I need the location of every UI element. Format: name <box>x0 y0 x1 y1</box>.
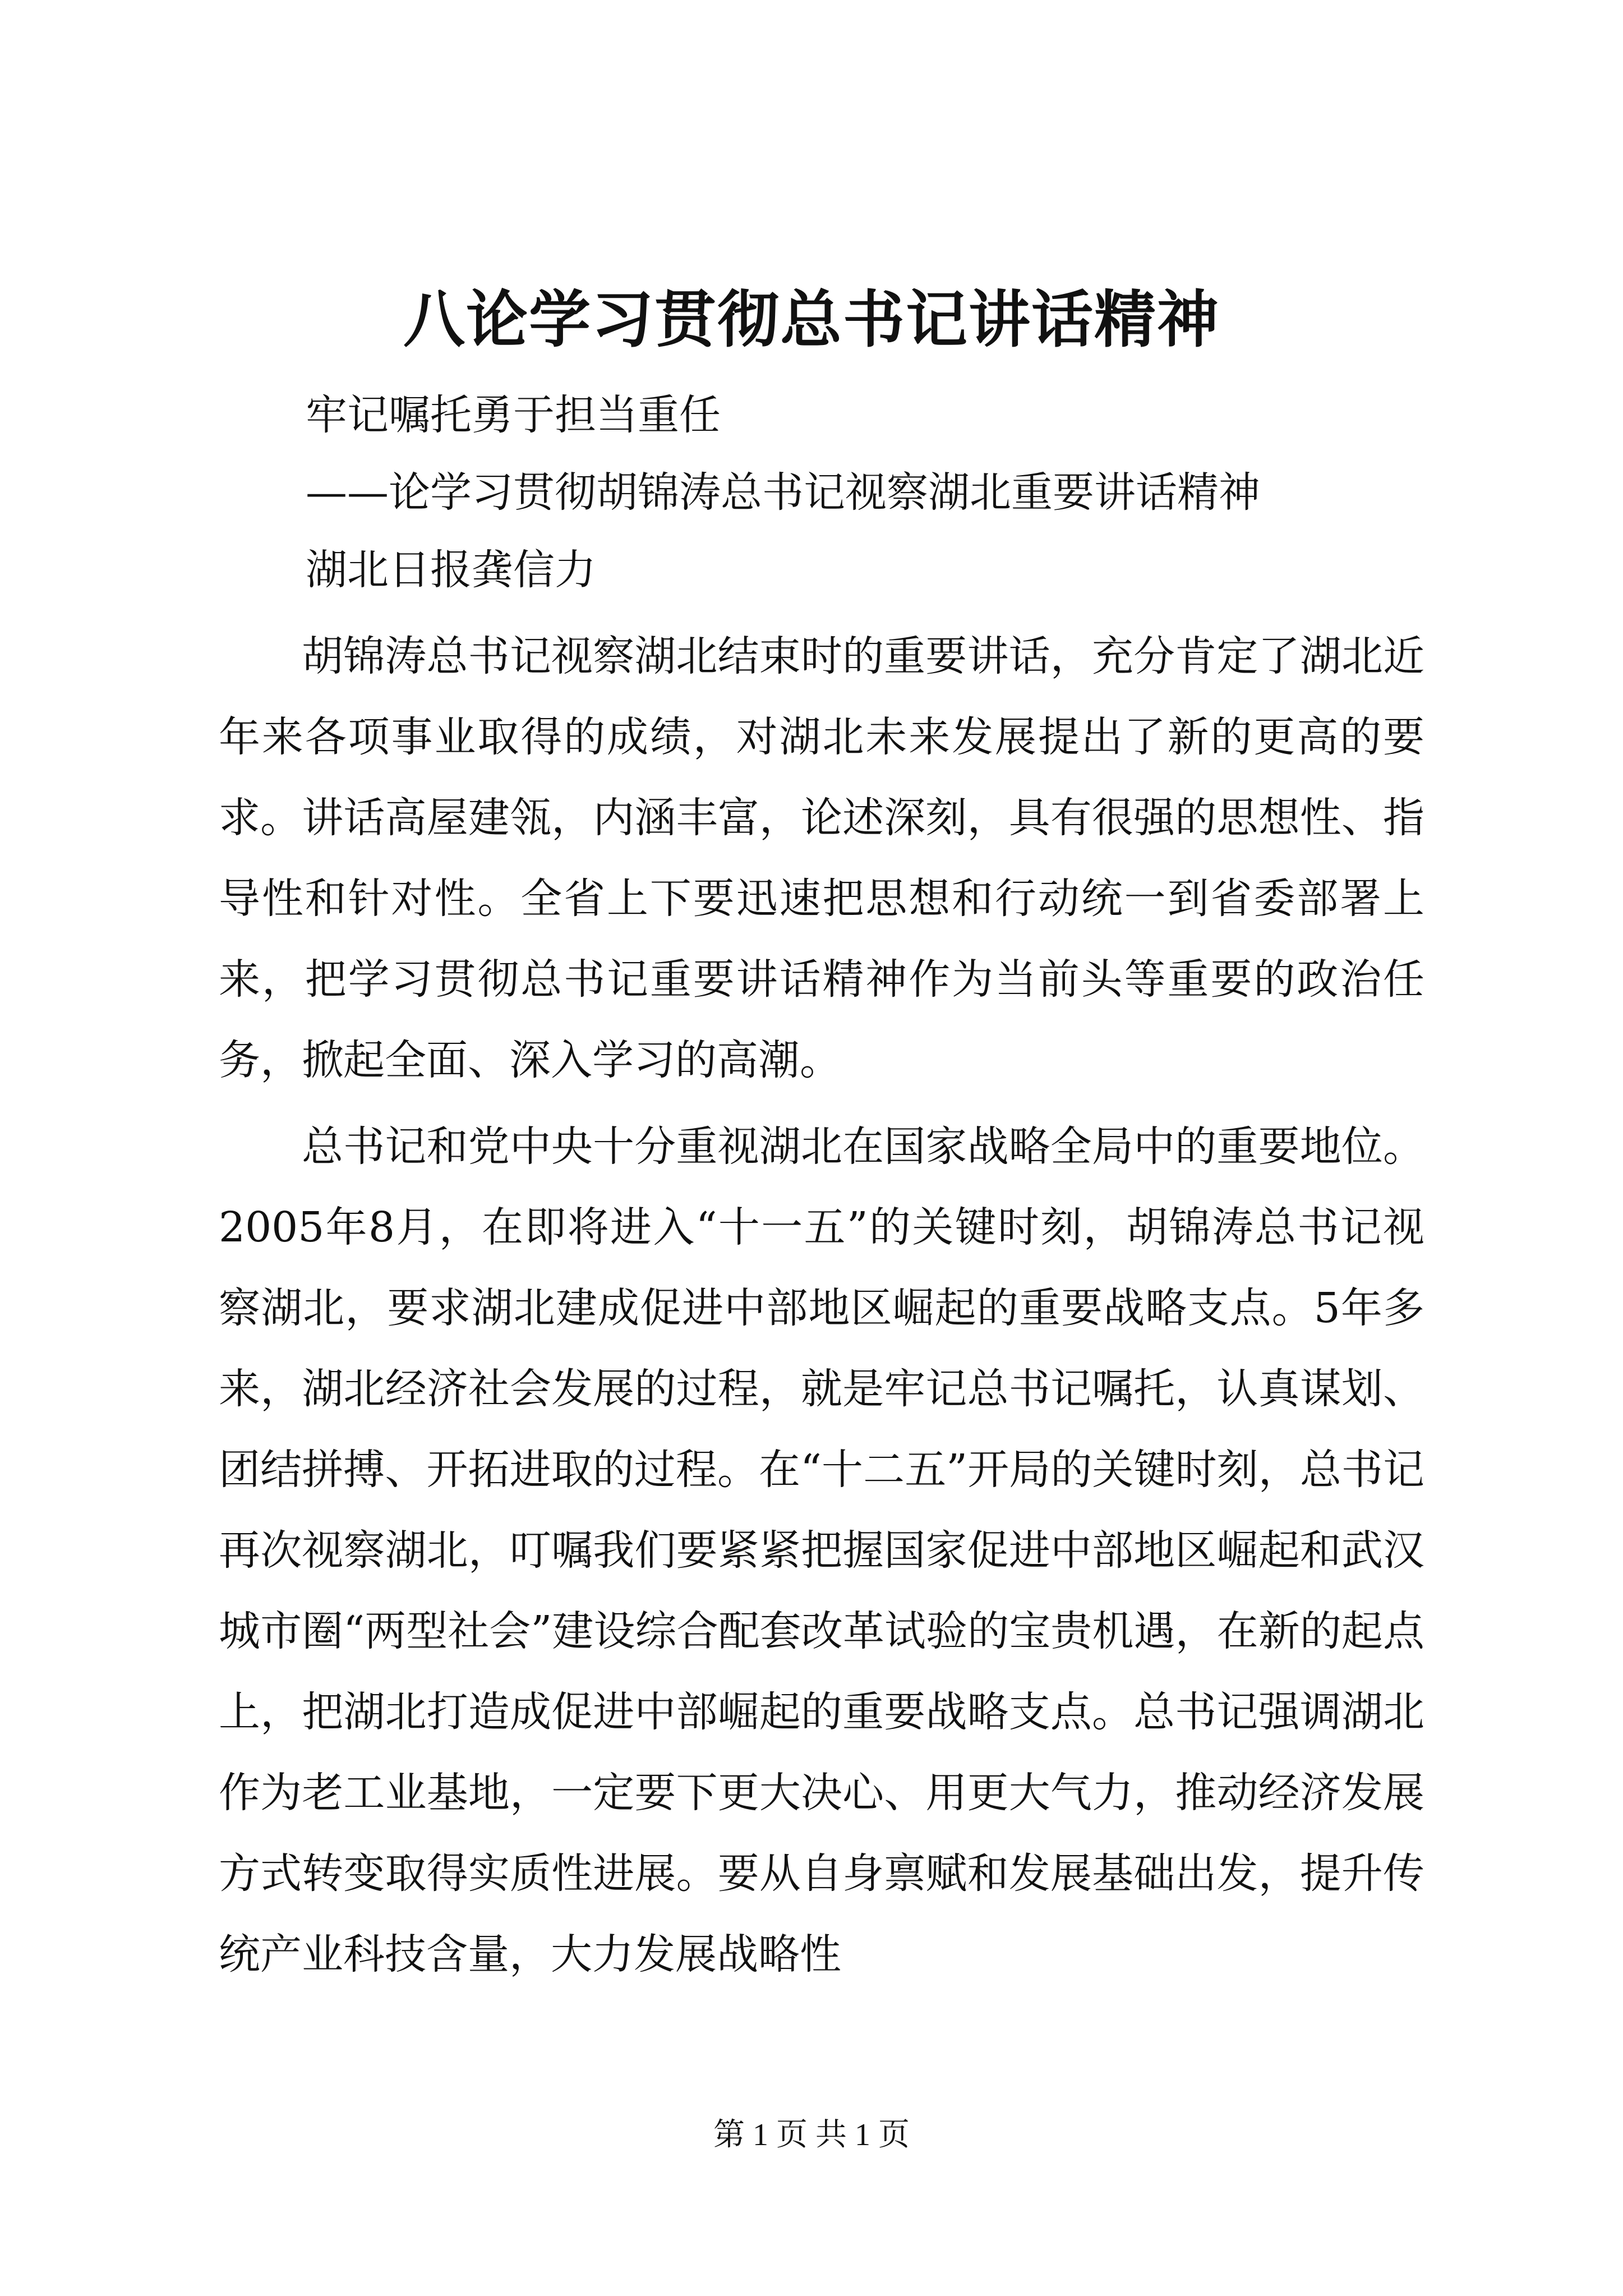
byline: 湖北日报龚信力 <box>306 546 596 594</box>
subtitle: 牢记嘱托勇于担当重任 <box>306 391 721 439</box>
series-line: ——论学习贯彻胡锦涛总书记视察湖北重要讲话精神 <box>306 468 1260 517</box>
document-body <box>219 616 1424 2000</box>
paragraph: 胡锦涛总书记视察湖北结束时的重要讲话，充分肯定了湖北近年来各项事业取得的成绩，对湖北未来发展提出了新的更高的要求。讲话高屋建瓴，内涵丰富，论述深刻，具有很强的思想性、指导性和针对性。全省上下要迅速把思想和行动统一到省委部署上来，把学习贯彻总书记重要讲话精神作为当前头等重要的政治任务，掀起全面、深入学习的高潮。 <box>219 632 1424 1084</box>
document-title: 八论学习贯彻总书记讲话精神 <box>403 283 1220 356</box>
page-footer: 第 1 页 共 1 页 <box>713 2118 910 2152</box>
paragraph: 总书记和党中央十分重视湖北在国家战略全局中的重要地位。2005年8月，在即将进入“十一五”的关键时刻，胡锦涛总书记视察湖北，要求湖北建成促进中部地区崛起的重要战略支点。5年多来，湖北经济社会发展的过程，就是牢记总书记嘱托，认真谋划、团结拼搏、开拓进取的过程。在“十二五”开局的关键时刻，总书记再次视察湖北，叮嘱我们要紧紧把握国家促进中部地区崛起和武汉城市圈“两型社会”建设综合配套改革试验的宝贵机遇，在新的起点上，把湖北打造成促进中部崛起的重要战略支点。总书记强调湖北作为老工业基地，一定要下更大决心、用更大气力，推动经济发展方式转变取得实质性进展。要从自身禀赋和发展基础出发，提升传统产业科技含量，大力发展战略性 <box>219 1122 1424 1978</box>
